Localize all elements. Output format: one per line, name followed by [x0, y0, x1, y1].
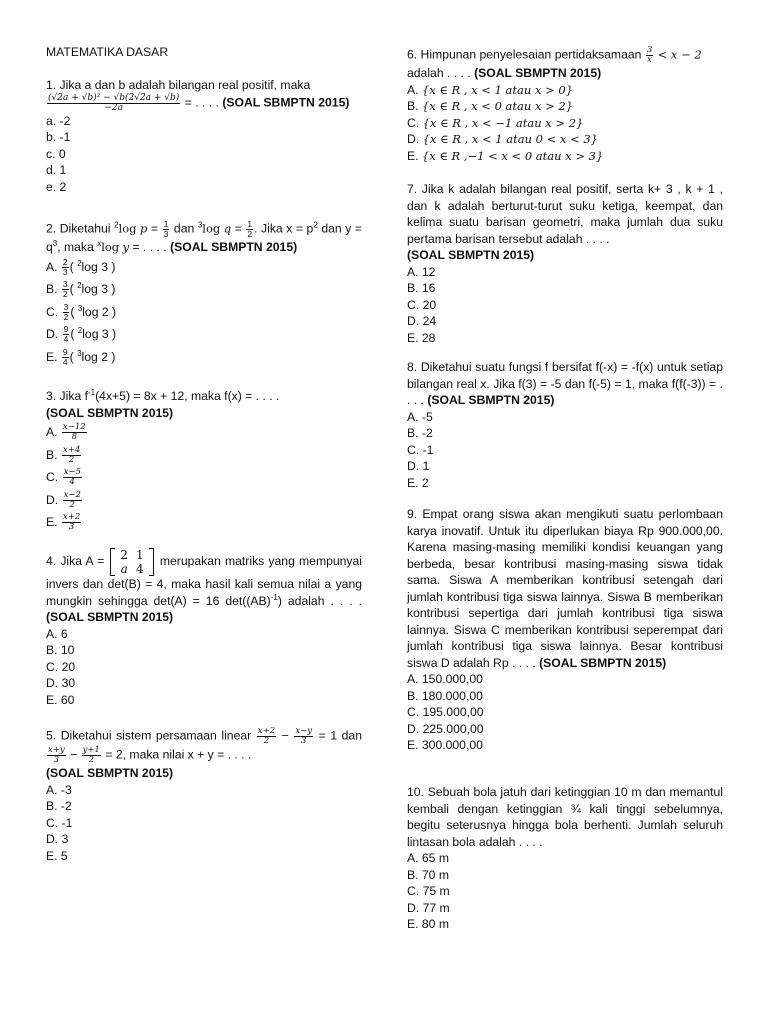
question-1-stem: 1. Jika a dan b adalah bilangan real positif, maka $\frac{\text{(√2a + √b)² − √b(2√2a + √b)}}{-2a}$ = . . . . (SOAL SBMPTN 2015) [46, 78, 350, 113]
option[interactable]: C. 195.000,00 [407, 705, 484, 719]
option[interactable]: E. 80 m [407, 917, 449, 931]
option[interactable]: C. 20 [407, 297, 437, 312]
question-7-stem: 7. Jika k adalah bilangan real positif, serta k+ 3 , k + 1 , dan k adalah berturut-turut suku ketiga, keempat, dan kelima suatu barisan geometri, maka jumlah dua suku pertama barisan tersebut adalah . . . . (SOAL SBMPTN 2015) [407, 182, 723, 262]
question-8 [407, 359, 723, 491]
option[interactable]: C. 20 [46, 659, 76, 674]
option[interactable]: d. 1 [46, 163, 67, 177]
question-5-options [46, 782, 362, 865]
option[interactable]: E. 5 [46, 848, 68, 863]
option[interactable]: B. -2 [407, 426, 433, 440]
option[interactable]: C. $\frac{3}{2}$ ( $^3$log 2 ) [46, 301, 117, 322]
document-title: MATEMATIKA DASAR [46, 45, 169, 59]
option[interactable]: A. -3 [46, 782, 72, 797]
option[interactable]: B. $\frac{x+4}{2}$ [46, 444, 81, 465]
option[interactable]: A. {x ∈ R , x < 1 atau x > 0} [407, 82, 574, 97]
option[interactable]: E. 2 [407, 475, 429, 490]
option[interactable]: B. 10 [46, 643, 75, 657]
question-4-options [46, 626, 362, 709]
question-6-stem: 6. Himpunan penyelesaian pertidaksamaan $\frac{3}{x}$ < x − 2 adalah . . . . (SOAL SBMPTN 2015) [407, 45, 702, 80]
question-7 [407, 181, 723, 346]
option[interactable]: E. $\frac{x+2}{3}$ [46, 512, 81, 533]
option[interactable]: b. -1 [46, 130, 71, 144]
option[interactable]: D. 225.000,00 [407, 721, 484, 736]
question-10 [407, 784, 723, 933]
option[interactable]: B. {x ∈ R , x < 0 atau x > 2} [407, 99, 574, 113]
option[interactable]: A. $\frac{x-12}{8}$ [46, 422, 86, 443]
question-6-options [407, 82, 723, 165]
question-2 [46, 220, 362, 368]
option[interactable]: B. 180.000,00 [407, 688, 483, 703]
option[interactable]: B. 16 [407, 281, 436, 295]
option[interactable]: a. -2 [46, 113, 71, 128]
question-10-options [407, 850, 723, 933]
option[interactable]: c. 0 [46, 146, 66, 161]
question-3-stem: 3. Jika $f^{-1}(4x+5) = 8x + 12$, maka f(x) = . . . . (SOAL SBMPTN 2015) [46, 387, 280, 420]
option[interactable]: D. 3 [46, 832, 69, 846]
question-9-stem: 9. Empat orang siswa akan mengikuti suatu perlombaan karya inovatif. Untuk itu diperlukan biaya Rp 900.000,00. Karena masing-masing memiliki kondisi keuangan yang berbeda, besar kontribusi masing-masing siswa tidak sama. Siswa A memberikan kontribusi setengah dari jumlah kontribusi tiga siswa lainnya. Siswa B memberikan kontribusi sepertiga dari jumlah kontribusi tiga siswa lainnya. Siswa C memberikan kontribusi seperempat dari jumlah kontribusi tiga siswa lainnya. Besar kontribusi siswa D adalah Rp . . . . (SOAL SBMPTN 2015) [407, 507, 723, 670]
question-6 [407, 46, 723, 164]
option[interactable]: A. -5 [407, 409, 433, 424]
option[interactable]: A. 150.000,00 [407, 672, 483, 686]
question-4-stem: 4. Jika A = 2 1 a 4 merupakan matriks yang mempunyai invers dan det(B) = 4, maka hasil kali semua nilai a yang mungkin sehingga det(A) = 16 det((AB)$^{-1}$) adalah . . . . (SOAL SBMPTN 2015) [46, 548, 363, 624]
option[interactable]: E. 300.000,00 [407, 738, 483, 752]
option[interactable]: E. 60 [46, 692, 75, 707]
option[interactable]: D. 24 [407, 314, 437, 328]
option[interactable]: C. {x ∈ R , x < −1 atau x > 2} [407, 115, 584, 130]
question-9-options [407, 671, 723, 754]
question-5 [46, 727, 362, 864]
option[interactable]: B. 70 m [407, 867, 449, 882]
option[interactable]: D. $\frac{x-2}{2}$ [46, 489, 81, 510]
question-10-stem: 10. Sebuah bola jatuh dari ketinggian 10 m dan memantul kembali dengan ketinggian ¾ kali tinggi sebelumnya, begitu seterusnya hingga bola berhenti. Jumlah seluruh lintasan bola adalah . . . . [407, 785, 723, 849]
option[interactable]: A. $\frac{2}{3}$ ( $^2$log 3 ) [46, 256, 116, 277]
question-1 [46, 77, 362, 195]
option[interactable]: C. -1 [407, 442, 434, 457]
question-4 [46, 548, 362, 708]
question-1-fraction: $\frac{\text{(√2a + √b)² − √b(2√2a + √b)}}{-2a}$ [48, 92, 180, 113]
option[interactable]: D. {x ∈ R , x < 1 atau 0 < x < 3} [407, 132, 598, 146]
option[interactable]: E. $\frac{9}{4}$ ( $^3$log 2 ) [46, 346, 116, 367]
option[interactable]: E. {x ∈ R ,−1 < x < 0 atau x > 3} [407, 148, 604, 163]
question-8-options [407, 409, 723, 492]
option[interactable]: B. $\frac{3}{2}$ ( $^2$log 3 ) [46, 279, 116, 300]
question-1-options [46, 113, 362, 196]
option[interactable]: e. 2 [46, 179, 67, 194]
question-2-stem: 2. Diketahui $^2$log p = $\frac{1}{3}$ dan $^3$log q = $\frac{1}{2}$ . Jika $x = p^2$ dan $y = q^3$, maka $^x$log y = . . . . (SOAL SBMPTN 2015) [46, 219, 362, 254]
matrix-a: 2 1 a 4 [110, 548, 153, 576]
option[interactable]: D. 77 m [407, 900, 450, 915]
option[interactable]: D. 1 [407, 459, 430, 473]
option[interactable]: C. $\frac{x-5}{4}$ [46, 467, 81, 488]
option[interactable]: C. 75 m [407, 884, 450, 898]
question-8-stem: 8. Diketahui suatu fungsi f bersifat f(-x) = -f(x) untuk setiap bilangan real x. Jika f(3) = -5 dan f(-5) = 1, maka f(f(-3)) = . . . . (SOAL SBMPTN 2015) [407, 360, 723, 407]
question-9 [407, 506, 723, 754]
option[interactable]: A. 6 [46, 626, 68, 641]
question-3-options [46, 421, 362, 534]
option[interactable]: C. -1 [46, 815, 73, 830]
option[interactable]: D. 30 [46, 676, 76, 690]
question-5-stem: 5. Diketahui sistem persamaan linear $\frac{x+2}{2}$ − $\frac{x-y}{3}$ = 1 dan $\frac{x+y}{3}$ − $\frac{y+1}{2}$ = 2, maka nilai x + y = . . . . (SOAL SBMPTN 2015) [46, 726, 362, 780]
question-7-options [407, 264, 723, 347]
option[interactable]: A. 65 m [407, 851, 449, 865]
option[interactable]: B. -2 [46, 799, 72, 813]
question-3 [46, 388, 362, 534]
option[interactable]: D. $\frac{9}{4}$ ( $^2$log 3 ) [46, 324, 117, 345]
option[interactable]: E. 28 [407, 330, 436, 345]
source-label: (SOAL SBMPTN 2015) [222, 95, 350, 110]
option[interactable]: A. 12 [407, 264, 436, 279]
question-2-options [46, 256, 362, 369]
